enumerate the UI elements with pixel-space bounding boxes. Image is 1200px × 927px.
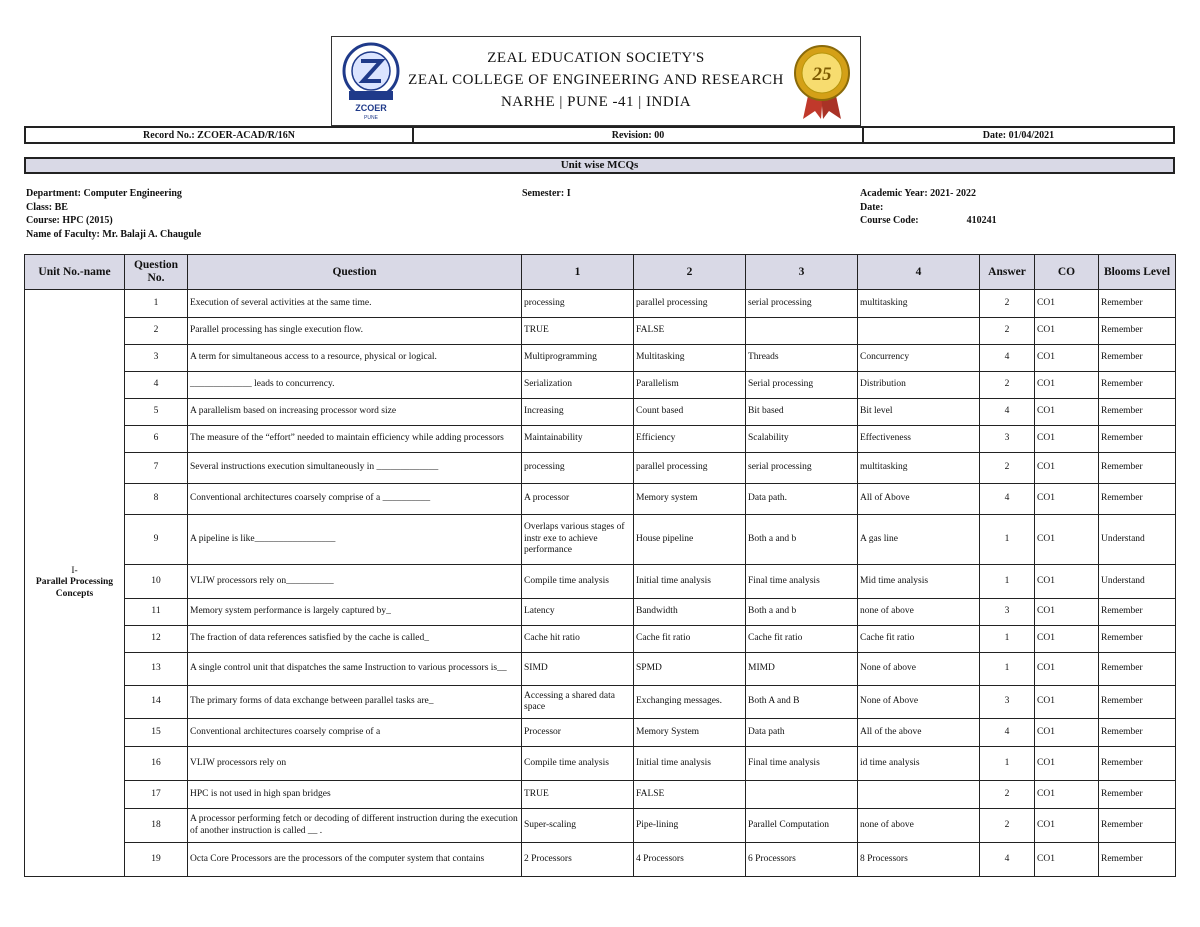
answer: 4: [980, 484, 1035, 515]
blooms-level: Remember: [1099, 399, 1176, 426]
option-4: 8 Processors: [858, 843, 980, 877]
blooms-level: Remember: [1099, 843, 1176, 877]
institution-title: [406, 47, 786, 113]
option-3: Threads: [746, 345, 858, 372]
course-outcome: CO1: [1035, 686, 1099, 719]
question-number: 7: [125, 453, 188, 484]
option-2: 4 Processors: [634, 843, 746, 877]
zcoer-logo: [337, 41, 405, 121]
college-location: NARHE | PUNE -41 | INDIA: [500, 94, 692, 110]
option-1: TRUE: [522, 781, 634, 809]
course-outcome: CO1: [1035, 290, 1099, 318]
course-outcome: CO1: [1035, 626, 1099, 653]
option-2: SPMD: [634, 653, 746, 686]
header-question-no: Question No.: [125, 255, 188, 290]
answer: 3: [980, 686, 1035, 719]
question-number: 8: [125, 484, 188, 515]
option-2: Pipe-lining: [634, 809, 746, 843]
option-3: Data path.: [746, 484, 858, 515]
option-1: Processor: [522, 719, 634, 747]
option-4: None of Above: [858, 686, 980, 719]
blooms-level: Remember: [1099, 484, 1176, 515]
option-1: Multiprogramming: [522, 345, 634, 372]
blooms-level: Remember: [1099, 747, 1176, 781]
option-3: Bit based: [746, 399, 858, 426]
answer: 4: [980, 719, 1035, 747]
svg-text:PUNE: PUNE: [364, 115, 378, 121]
option-1: processing: [522, 290, 634, 318]
blooms-level: Remember: [1099, 426, 1176, 453]
option-3: Scalability: [746, 426, 858, 453]
question-text: The fraction of data references satisfied by the cache is called_: [188, 626, 522, 653]
option-1: Latency: [522, 599, 634, 626]
answer: 2: [980, 290, 1035, 318]
table-row: [25, 290, 1176, 318]
course-outcome: CO1: [1035, 484, 1099, 515]
question-number: 10: [125, 565, 188, 599]
header-answer: Answer: [980, 255, 1035, 290]
answer: 4: [980, 345, 1035, 372]
question-text: The measure of the “effort” needed to maintain efficiency while adding processors: [188, 426, 522, 453]
question-number: 16: [125, 747, 188, 781]
question-number: 4: [125, 372, 188, 399]
table-row: [25, 719, 1176, 747]
option-3: serial processing: [746, 290, 858, 318]
svg-text:ZCOER: ZCOER: [355, 103, 387, 113]
course-outcome: CO1: [1035, 399, 1099, 426]
meta-middle: [522, 187, 571, 201]
academic-year: Academic Year: 2021- 2022: [860, 188, 976, 199]
course-outcome: CO1: [1035, 426, 1099, 453]
option-4: Effectiveness: [858, 426, 980, 453]
table-row: [25, 484, 1176, 515]
question-number: 6: [125, 426, 188, 453]
option-3: Cache fit ratio: [746, 626, 858, 653]
option-2: FALSE: [634, 318, 746, 345]
date-label: Date:: [860, 201, 884, 213]
answer: 1: [980, 747, 1035, 781]
blooms-level: Remember: [1099, 781, 1176, 809]
option-3: Both A and B: [746, 686, 858, 719]
question-number: 2: [125, 318, 188, 345]
question-text: Execution of several activities at the same time.: [188, 290, 522, 318]
option-4: id time analysis: [858, 747, 980, 781]
option-2: House pipeline: [634, 515, 746, 565]
table-row: [25, 399, 1176, 426]
department: Department: Computer Engineering: [26, 188, 182, 199]
course-code: [860, 214, 997, 228]
option-1: Compile time analysis: [522, 565, 634, 599]
option-1: SIMD: [522, 653, 634, 686]
option-4: multitasking: [858, 290, 980, 318]
option-1: Increasing: [522, 399, 634, 426]
page-title: Unit wise MCQs: [24, 157, 1175, 174]
option-1: Maintainability: [522, 426, 634, 453]
course-code-value: 410241: [966, 215, 997, 226]
option-3: serial processing: [746, 453, 858, 484]
option-4: All of Above: [858, 484, 980, 515]
unit-number: I-: [71, 565, 78, 576]
option-2: Memory System: [634, 719, 746, 747]
course-outcome: CO1: [1035, 453, 1099, 484]
option-1: Cache hit ratio: [522, 626, 634, 653]
option-2: Parallelism: [634, 372, 746, 399]
option-2: Bandwidth: [634, 599, 746, 626]
question-number: 5: [125, 399, 188, 426]
table-row: [25, 515, 1176, 565]
option-2: Initial time analysis: [634, 565, 746, 599]
course-code-label: Course Code:: [860, 215, 919, 226]
option-2: Count based: [634, 399, 746, 426]
table-row: [25, 345, 1176, 372]
option-4: Distribution: [858, 372, 980, 399]
table-row: [25, 686, 1176, 719]
answer: 4: [980, 843, 1035, 877]
option-2: Memory system: [634, 484, 746, 515]
option-1: Accessing a shared data space: [522, 686, 634, 719]
question-number: 14: [125, 686, 188, 719]
question-number: 18: [125, 809, 188, 843]
record-date: Date: 01/04/2021: [982, 129, 1055, 141]
option-4: All of the above: [858, 719, 980, 747]
header-co: CO: [1035, 255, 1099, 290]
course-outcome: CO1: [1035, 372, 1099, 399]
option-2: FALSE: [634, 781, 746, 809]
record-row: [24, 126, 1175, 144]
option-4: [858, 781, 980, 809]
blooms-level: Remember: [1099, 599, 1176, 626]
blooms-level: Remember: [1099, 809, 1176, 843]
class: Class: BE: [26, 201, 68, 213]
answer: 2: [980, 453, 1035, 484]
course-outcome: CO1: [1035, 515, 1099, 565]
answer: 2: [980, 781, 1035, 809]
question-text: HPC is not used in high span bridges: [188, 781, 522, 809]
table-row: [25, 453, 1176, 484]
question-number: 15: [125, 719, 188, 747]
blooms-level: Remember: [1099, 626, 1176, 653]
answer: 1: [980, 626, 1035, 653]
college-name: ZEAL COLLEGE OF ENGINEERING AND RESEARCH: [408, 72, 784, 88]
question-text: A processor performing fetch or decoding of different instruction during the execution of another instruction is called __ .: [188, 809, 522, 843]
meta-left: [26, 187, 201, 241]
svg-text:25: 25: [812, 64, 832, 85]
question-text: A single control unit that dispatches the same Instruction to various processors is__: [188, 653, 522, 686]
option-1: Super-scaling: [522, 809, 634, 843]
question-text: A parallelism based on increasing processor word size: [188, 399, 522, 426]
option-3: Final time analysis: [746, 565, 858, 599]
answer: 1: [980, 515, 1035, 565]
option-4: multitasking: [858, 453, 980, 484]
question-text: Conventional architectures coarsely comprise of a: [188, 719, 522, 747]
header-option-2: 2: [634, 255, 746, 290]
answer: 4: [980, 399, 1035, 426]
option-2: Exchanging messages.: [634, 686, 746, 719]
option-4: Bit level: [858, 399, 980, 426]
semester: Semester: I: [522, 188, 571, 199]
question-text: A term for simultaneous access to a resource, physical or logical.: [188, 345, 522, 372]
table-header-row: [25, 255, 1176, 290]
question-number: 1: [125, 290, 188, 318]
option-3: [746, 318, 858, 345]
option-4: None of above: [858, 653, 980, 686]
option-4: Concurrency: [858, 345, 980, 372]
revision: Revision: 00: [414, 128, 864, 142]
question-text: _____________ leads to concurrency.: [188, 372, 522, 399]
answer: 3: [980, 599, 1035, 626]
record-number: Record No.: ZCOER-ACAD/R/16N: [26, 128, 414, 142]
table-row: [25, 372, 1176, 399]
question-text: VLIW processors rely on__________: [188, 565, 522, 599]
blooms-level: Understand: [1099, 515, 1176, 565]
table-row: [25, 843, 1176, 877]
answer: 3: [980, 426, 1035, 453]
blooms-level: Remember: [1099, 653, 1176, 686]
question-text: Memory system performance is largely captured by_: [188, 599, 522, 626]
table-row: [25, 318, 1176, 345]
blooms-level: Remember: [1099, 372, 1176, 399]
option-3: MIMD: [746, 653, 858, 686]
course: Course: HPC (2015): [26, 215, 113, 226]
question-text: Several instructions execution simultaneously in _____________: [188, 453, 522, 484]
option-3: Parallel Computation: [746, 809, 858, 843]
meta-right: [860, 187, 997, 228]
option-3: Both a and b: [746, 515, 858, 565]
answer: 2: [980, 372, 1035, 399]
institution-header: [331, 36, 861, 126]
option-1: TRUE: [522, 318, 634, 345]
course-outcome: CO1: [1035, 318, 1099, 345]
society-name: ZEAL EDUCATION SOCIETY'S: [487, 50, 705, 66]
course-outcome: CO1: [1035, 599, 1099, 626]
faculty: Name of Faculty: Mr. Balaji A. Chaugule: [26, 228, 202, 240]
question-text: The primary forms of data exchange between parallel tasks are_: [188, 686, 522, 719]
header-question: Question: [188, 255, 522, 290]
question-text: Octa Core Processors are the processors of the computer system that contains: [188, 843, 522, 877]
option-3: Final time analysis: [746, 747, 858, 781]
table-row: [25, 747, 1176, 781]
blooms-level: Remember: [1099, 453, 1176, 484]
blooms-level: Understand: [1099, 565, 1176, 599]
question-number: 3: [125, 345, 188, 372]
course-outcome: CO1: [1035, 809, 1099, 843]
option-4: none of above: [858, 809, 980, 843]
option-2: parallel processing: [634, 290, 746, 318]
answer: 2: [980, 318, 1035, 345]
table-row: [25, 426, 1176, 453]
blooms-level: Remember: [1099, 345, 1176, 372]
question-text: Parallel processing has single execution flow.: [188, 318, 522, 345]
blooms-level: Remember: [1099, 290, 1176, 318]
question-number: 19: [125, 843, 188, 877]
option-4: [858, 318, 980, 345]
option-2: Efficiency: [634, 426, 746, 453]
question-number: 11: [125, 599, 188, 626]
question-number: 13: [125, 653, 188, 686]
course-outcome: CO1: [1035, 719, 1099, 747]
anniversary-badge-icon: [789, 41, 855, 121]
table-row: [25, 565, 1176, 599]
option-4: Mid time analysis: [858, 565, 980, 599]
blooms-level: Remember: [1099, 318, 1176, 345]
header-option-4: 4: [858, 255, 980, 290]
header-unit: Unit No.-name: [25, 255, 125, 290]
header-blooms-level: Blooms Level: [1099, 255, 1176, 290]
question-number: 17: [125, 781, 188, 809]
option-4: none of above: [858, 599, 980, 626]
mcq-table: [24, 254, 1176, 877]
question-number: 9: [125, 515, 188, 565]
course-outcome: CO1: [1035, 843, 1099, 877]
header-option-3: 3: [746, 255, 858, 290]
course-outcome: CO1: [1035, 345, 1099, 372]
option-3: 6 Processors: [746, 843, 858, 877]
course-outcome: CO1: [1035, 781, 1099, 809]
option-4: Cache fit ratio: [858, 626, 980, 653]
unit-name-cell: [25, 290, 125, 877]
option-2: Initial time analysis: [634, 747, 746, 781]
answer: 2: [980, 809, 1035, 843]
option-4: A gas line: [858, 515, 980, 565]
option-2: parallel processing: [634, 453, 746, 484]
course-outcome: CO1: [1035, 653, 1099, 686]
course-outcome: CO1: [1035, 565, 1099, 599]
option-3: Data path: [746, 719, 858, 747]
table-row: [25, 653, 1176, 686]
blooms-level: Remember: [1099, 686, 1176, 719]
option-1: Overlaps various stages of instr exe to achieve performance: [522, 515, 634, 565]
option-2: Cache fit ratio: [634, 626, 746, 653]
option-2: Multitasking: [634, 345, 746, 372]
option-3: Both a and b: [746, 599, 858, 626]
table-row: [25, 809, 1176, 843]
table-row: [25, 599, 1176, 626]
answer: 1: [980, 565, 1035, 599]
header-option-1: 1: [522, 255, 634, 290]
option-1: A processor: [522, 484, 634, 515]
answer: 1: [980, 653, 1035, 686]
blooms-level: Remember: [1099, 719, 1176, 747]
option-1: processing: [522, 453, 634, 484]
option-3: Serial processing: [746, 372, 858, 399]
question-number: 12: [125, 626, 188, 653]
course-outcome: CO1: [1035, 747, 1099, 781]
question-text: A pipeline is like_________________: [188, 515, 522, 565]
mcq-table-body: [25, 290, 1176, 877]
unit-title: Parallel Processing Concepts: [35, 577, 114, 599]
option-1: Serialization: [522, 372, 634, 399]
question-text: VLIW processors rely on: [188, 747, 522, 781]
option-3: [746, 781, 858, 809]
table-row: [25, 626, 1176, 653]
question-text: Conventional architectures coarsely comprise of a __________: [188, 484, 522, 515]
option-1: Compile time analysis: [522, 747, 634, 781]
table-row: [25, 781, 1176, 809]
option-1: 2 Processors: [522, 843, 634, 877]
